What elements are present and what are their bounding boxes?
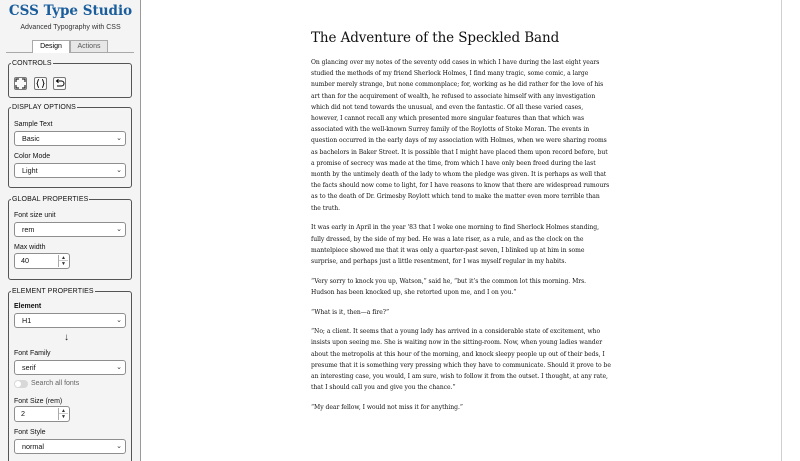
chevron-down-icon: ⌄ [116,364,122,371]
chevron-down-icon: ⌄ [116,135,122,142]
font-style-select[interactable] [14,439,126,454]
color-mode-select[interactable] [14,163,126,178]
article-paragraph: “Very sorry to knock you up, Watson,” said he, “but it’s the common lot this morning. Mrs. Hudson has been knocked up, she retorted upon me, and I on you.” [311,277,587,296]
font-size-stepper[interactable]: ▲ ▼ [58,408,68,420]
max-width-value: 40 [21,256,29,265]
app-title: CSS Type Studio [8,3,133,19]
article-preview [311,30,611,422]
display-options-legend: DISPLAY OPTIONS [12,104,76,111]
arrow-down-icon: ↓ [64,332,69,343]
undo-icon[interactable] [53,77,66,90]
braces-icon[interactable] [34,77,47,90]
chevron-down-icon: ⌄ [116,167,122,174]
font-size-unit-label: Font size unit [14,212,56,219]
search-all-fonts-label: Search all fonts [31,380,80,387]
font-size-value: 2 [21,409,25,418]
fullscreen-icon[interactable] [14,77,27,90]
article-paragraph: It was early in April in the year '83 that I woke one morning to find Sherlock Holmes standing, fully dressed, by the side of my bed. He was a late riser, as a rule, and as the clock on the mantelpiece showed me that it was only a quarter-past seven, I blinked up at him in some surprise, and perhaps just a little resentment, for I was myself regular in my habits. [311,224,599,265]
search-all-fonts-toggle[interactable] [14,380,28,388]
font-size-unit-value: rem [22,225,35,234]
font-size-label: Font Size (rem) [14,398,63,405]
font-style-label: Font Style [14,429,46,436]
element-label: Element [14,303,42,310]
tab-divider [6,52,134,53]
article-paragraph: “No; a client. It seems that a young lady has arrived in a considerable state of excitement, who insists upon seeing me. She is waiting now in the sitting-room. Now, when young ladies wander about the metropolis at this hour of the morning, and knock sleepy people up out of their beds, I presume that it is something very pressing which they have to communicate. Should it prove to be an interesting case, you would, I am sure, wish to follow it from the outset. I thought, at any rate, that I should call you and give you the chance.” [311,328,611,392]
font-family-label: Font Family [14,350,51,357]
element-properties-legend: ELEMENT PROPERTIES [12,288,94,295]
color-mode-label: Color Mode [14,153,51,160]
article-paragraph: “My dear fellow, I would not miss it for anything.” [311,403,463,411]
element-select[interactable] [14,313,126,328]
article-paragraph: On glancing over my notes of the seventy odd cases in which I have during the last eight years studied the methods of my friend Sherlock Holmes, I find many tragic, some comic, a large number merely strange, but none commonplace; for, working as he did rather for the love of his art than for the acquirement of wealth, he refused to associate himself with any investigation which did not tend towards the unusual, and even the fantastic. Of all these varied cases, however, I cannot recall any which presented more singular features than that which was associated with the well-known Surrey family of the Roylotts of Stoke Moran. The events in question occurred in the early days of my association with Holmes, when we were sharing rooms as bachelors in Baker Street. It is possible that I might have placed them upon record before, but a promise of secrecy was made at the time, from which I have only been freed during the last month by the untimely death of the lady to whom the pledge was given. It is perhaps as well that the facts should now come to light, for I have reasons to know that there are widespread rumours as to the death of Dr. Grimesby Roylott which tend to make the matter even more terrible than the truth. [311,59,610,212]
font-size-input[interactable] [14,406,70,422]
max-width-stepper[interactable]: ▲ ▼ [58,255,68,267]
controls-legend: CONTROLS [12,60,52,67]
preview-edge-divider [781,0,782,461]
sample-text-select[interactable] [14,131,126,146]
chevron-down-icon: ⌄ [116,226,122,233]
max-width-input[interactable] [14,253,70,269]
max-width-label: Max width [14,244,46,251]
sample-text-value: Basic [22,134,40,143]
article-title: The Adventure of the Speckled Band [311,30,560,46]
font-size-unit-select[interactable] [14,222,126,237]
app-subtitle: Advanced Typography with CSS [20,24,121,31]
sidebar [0,0,141,461]
chevron-down-icon: ⌄ [116,317,122,324]
color-mode-value: Light [22,166,38,175]
font-family-value: serif [22,363,36,372]
sample-text-label: Sample Text [14,121,53,128]
tab-design[interactable]: Design [32,40,70,53]
article-paragraph: “What is it, then—a fire?” [311,308,390,316]
chevron-down-icon: ⌄ [116,443,122,450]
font-family-select[interactable] [14,360,126,375]
global-properties-legend: GLOBAL PROPERTIES [12,196,89,203]
font-style-value: normal [22,442,44,451]
element-value: H1 [22,316,32,325]
tab-actions[interactable]: Actions [70,40,108,53]
